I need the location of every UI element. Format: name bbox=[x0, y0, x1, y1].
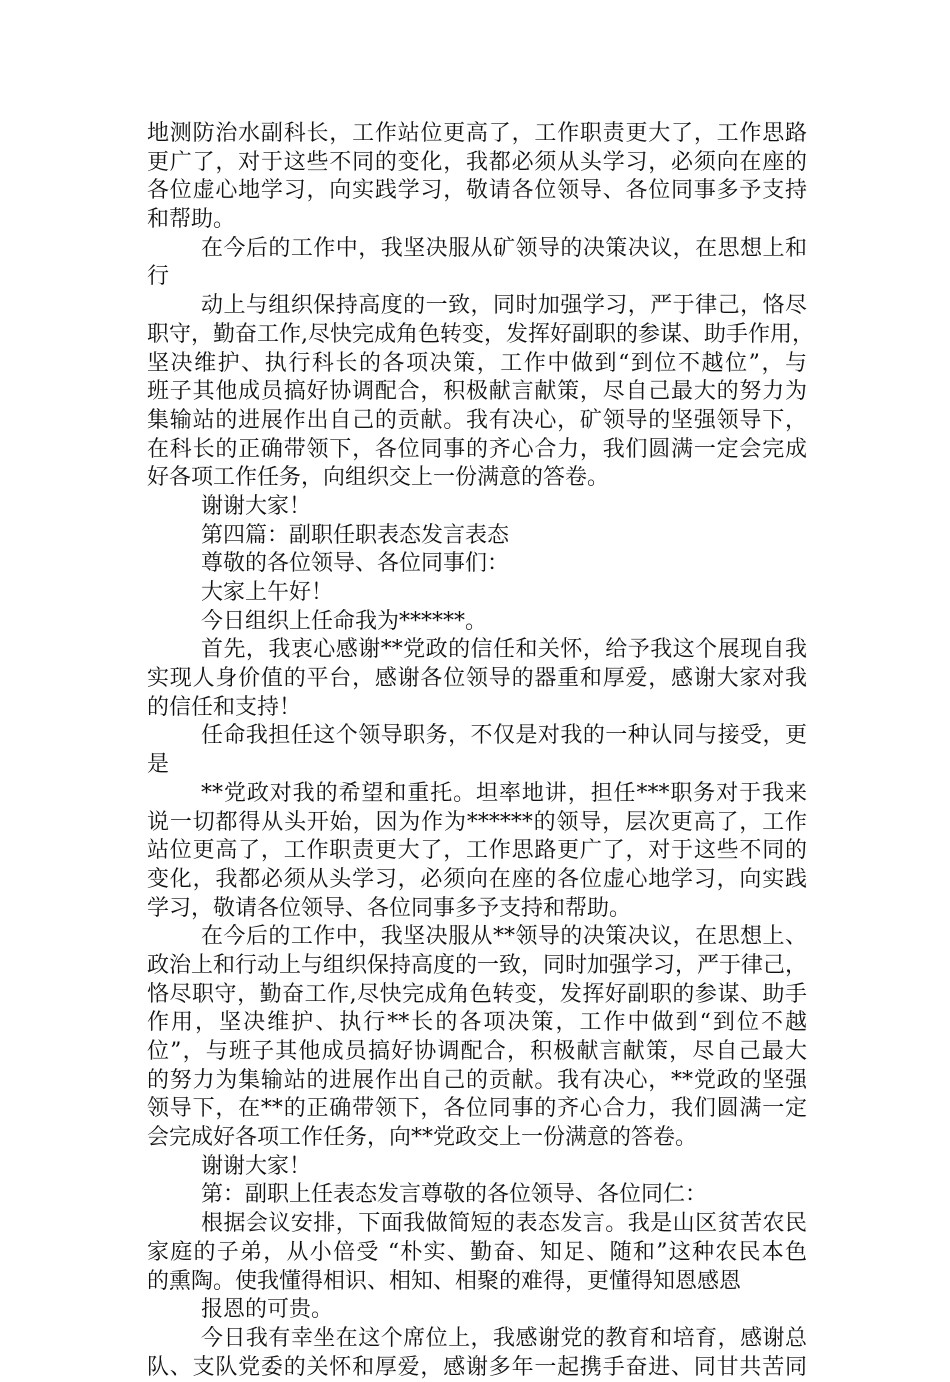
text-line: 恪尽职守，勤奋工作,尽快完成角色转变，发挥好副职的参谋、助手 bbox=[147, 981, 807, 1007]
text-line: 位”，与班子其他成员搞好协调配合，积极献言献策，尽自己最大 bbox=[147, 1039, 807, 1064]
text-line: 各位虚心地学习，向实践学习，敬请各位领导、各位同事多予支持 bbox=[147, 178, 807, 204]
text-line: 今日组织上任命我为******。 bbox=[201, 608, 488, 634]
text-line: 实现人身价值的平台，感谢各位领导的器重和厚爱，感谢大家对我 bbox=[147, 666, 807, 692]
text-line: 任命我担任这个领导职务，不仅是对我的一种认同与接受，更 bbox=[201, 723, 807, 749]
text-line: 站位更高了，工作职责更大了，工作思路更广了，对于这些不同的 bbox=[147, 838, 807, 864]
text-line: **党政对我的希望和重托。坦率地讲，担任***职务对于我来 bbox=[201, 780, 807, 806]
text-line: 的信任和支持！ bbox=[147, 694, 302, 720]
text-line: 说一切都得从头开始，因为作为******的领导，层次更高了，工作 bbox=[147, 809, 807, 835]
text-line: 队、支队党委的关怀和厚爱，感谢多年一起携手奋进、同甘共苦同 bbox=[147, 1354, 807, 1380]
text-line: 学习，敬请各位领导、各位同事多予支持和帮助。 bbox=[147, 895, 632, 921]
text-line: 在今后的工作中，我坚决服从矿领导的决策决议，在思想上和 bbox=[201, 235, 807, 261]
text-line: 职守，勤奋工作,尽快完成角色转变，发挥好副职的参谋、助手作用， bbox=[147, 321, 814, 347]
text-line: 谢谢大家！ bbox=[201, 1153, 312, 1179]
text-line: 变化，我都必须从头学习，必须向在座的各位虚心地学习，向实践 bbox=[147, 866, 807, 892]
text-line: 的努力为集输站的进展作出自己的贡献。我有决心，**党政的坚强 bbox=[147, 1067, 807, 1093]
text-line: 集输站的进展作出自己的贡献。我有决心，矿领导的坚强领导下， bbox=[147, 407, 807, 433]
text-line: 报恩的可贵。 bbox=[201, 1297, 334, 1323]
document-body bbox=[147, 120, 814, 1382]
text-line: 政治上和行动上与组织保持高度的一致，同时加强学习，严于律己， bbox=[147, 952, 808, 978]
text-line: 更广了，对于这些不同的变化，我都必须从头学习，必须向在座的 bbox=[147, 149, 807, 175]
text-line: 尊敬的各位领导、各位同事们： bbox=[201, 551, 510, 577]
text-line: 行 bbox=[147, 264, 170, 290]
text-line: 领导下，在**的正确带领下，各位同事的齐心合力，我们圆满一定 bbox=[147, 1096, 807, 1122]
text-line: 首先，我衷心感谢**党政的信任和关怀，给予我这个展现自我 bbox=[201, 637, 807, 663]
text-line: 和帮助。 bbox=[147, 207, 236, 233]
text-line: 作用，坚决维护、执行**长的各项决策，工作中做到“到位不越 bbox=[147, 1010, 807, 1036]
text-line: 第四篇：副职任职表态发言表态 bbox=[201, 522, 510, 548]
text-line: 家庭的子弟，从小倍受 “朴实、勤奋、知足、随和”这种农民本色 bbox=[147, 1239, 807, 1265]
text-line: 今日我有幸坐在这个席位上，我感谢党的教育和培育，感谢总 bbox=[201, 1325, 807, 1351]
text-line: 动上与组织保持高度的一致，同时加强学习，严于律己，恪尽 bbox=[201, 293, 807, 319]
text-line: 大家上午好！ bbox=[201, 580, 334, 605]
text-line: 的熏陶。使我懂得相识、相知、相聚的难得，更懂得知恩感恩 bbox=[147, 1268, 742, 1294]
text-line: 班子其他成员搞好协调配合，积极献言献策，尽自己最大的努力为 bbox=[147, 379, 807, 405]
text-line: 第：副职上任表态发言尊敬的各位领导、各位同仁： bbox=[201, 1182, 708, 1208]
text-line: 会完成好各项工作任务，向**党政交上一份满意的答卷。 bbox=[147, 1125, 698, 1151]
text-line: 是 bbox=[147, 752, 170, 778]
text-line: 在今后的工作中，我坚决服从**领导的决策决议，在思想上、 bbox=[201, 924, 807, 950]
text-line: 地测防治水副科长，工作站位更高了，工作职责更大了，工作思路 bbox=[147, 121, 807, 146]
text-line: 谢谢大家！ bbox=[201, 493, 312, 519]
text-line: 好各项工作任务，向组织交上一份满意的答卷。 bbox=[147, 465, 610, 491]
text-line: 坚决维护、执行科长的各项决策，工作中做到“到位不越位”，与 bbox=[147, 350, 807, 376]
text-line: 在科长的正确带领下，各位同事的齐心合力，我们圆满一定会完成 bbox=[147, 436, 807, 462]
text-line: 根据会议安排，下面我做简短的表态发言。我是山区贫苦农民 bbox=[201, 1211, 807, 1237]
